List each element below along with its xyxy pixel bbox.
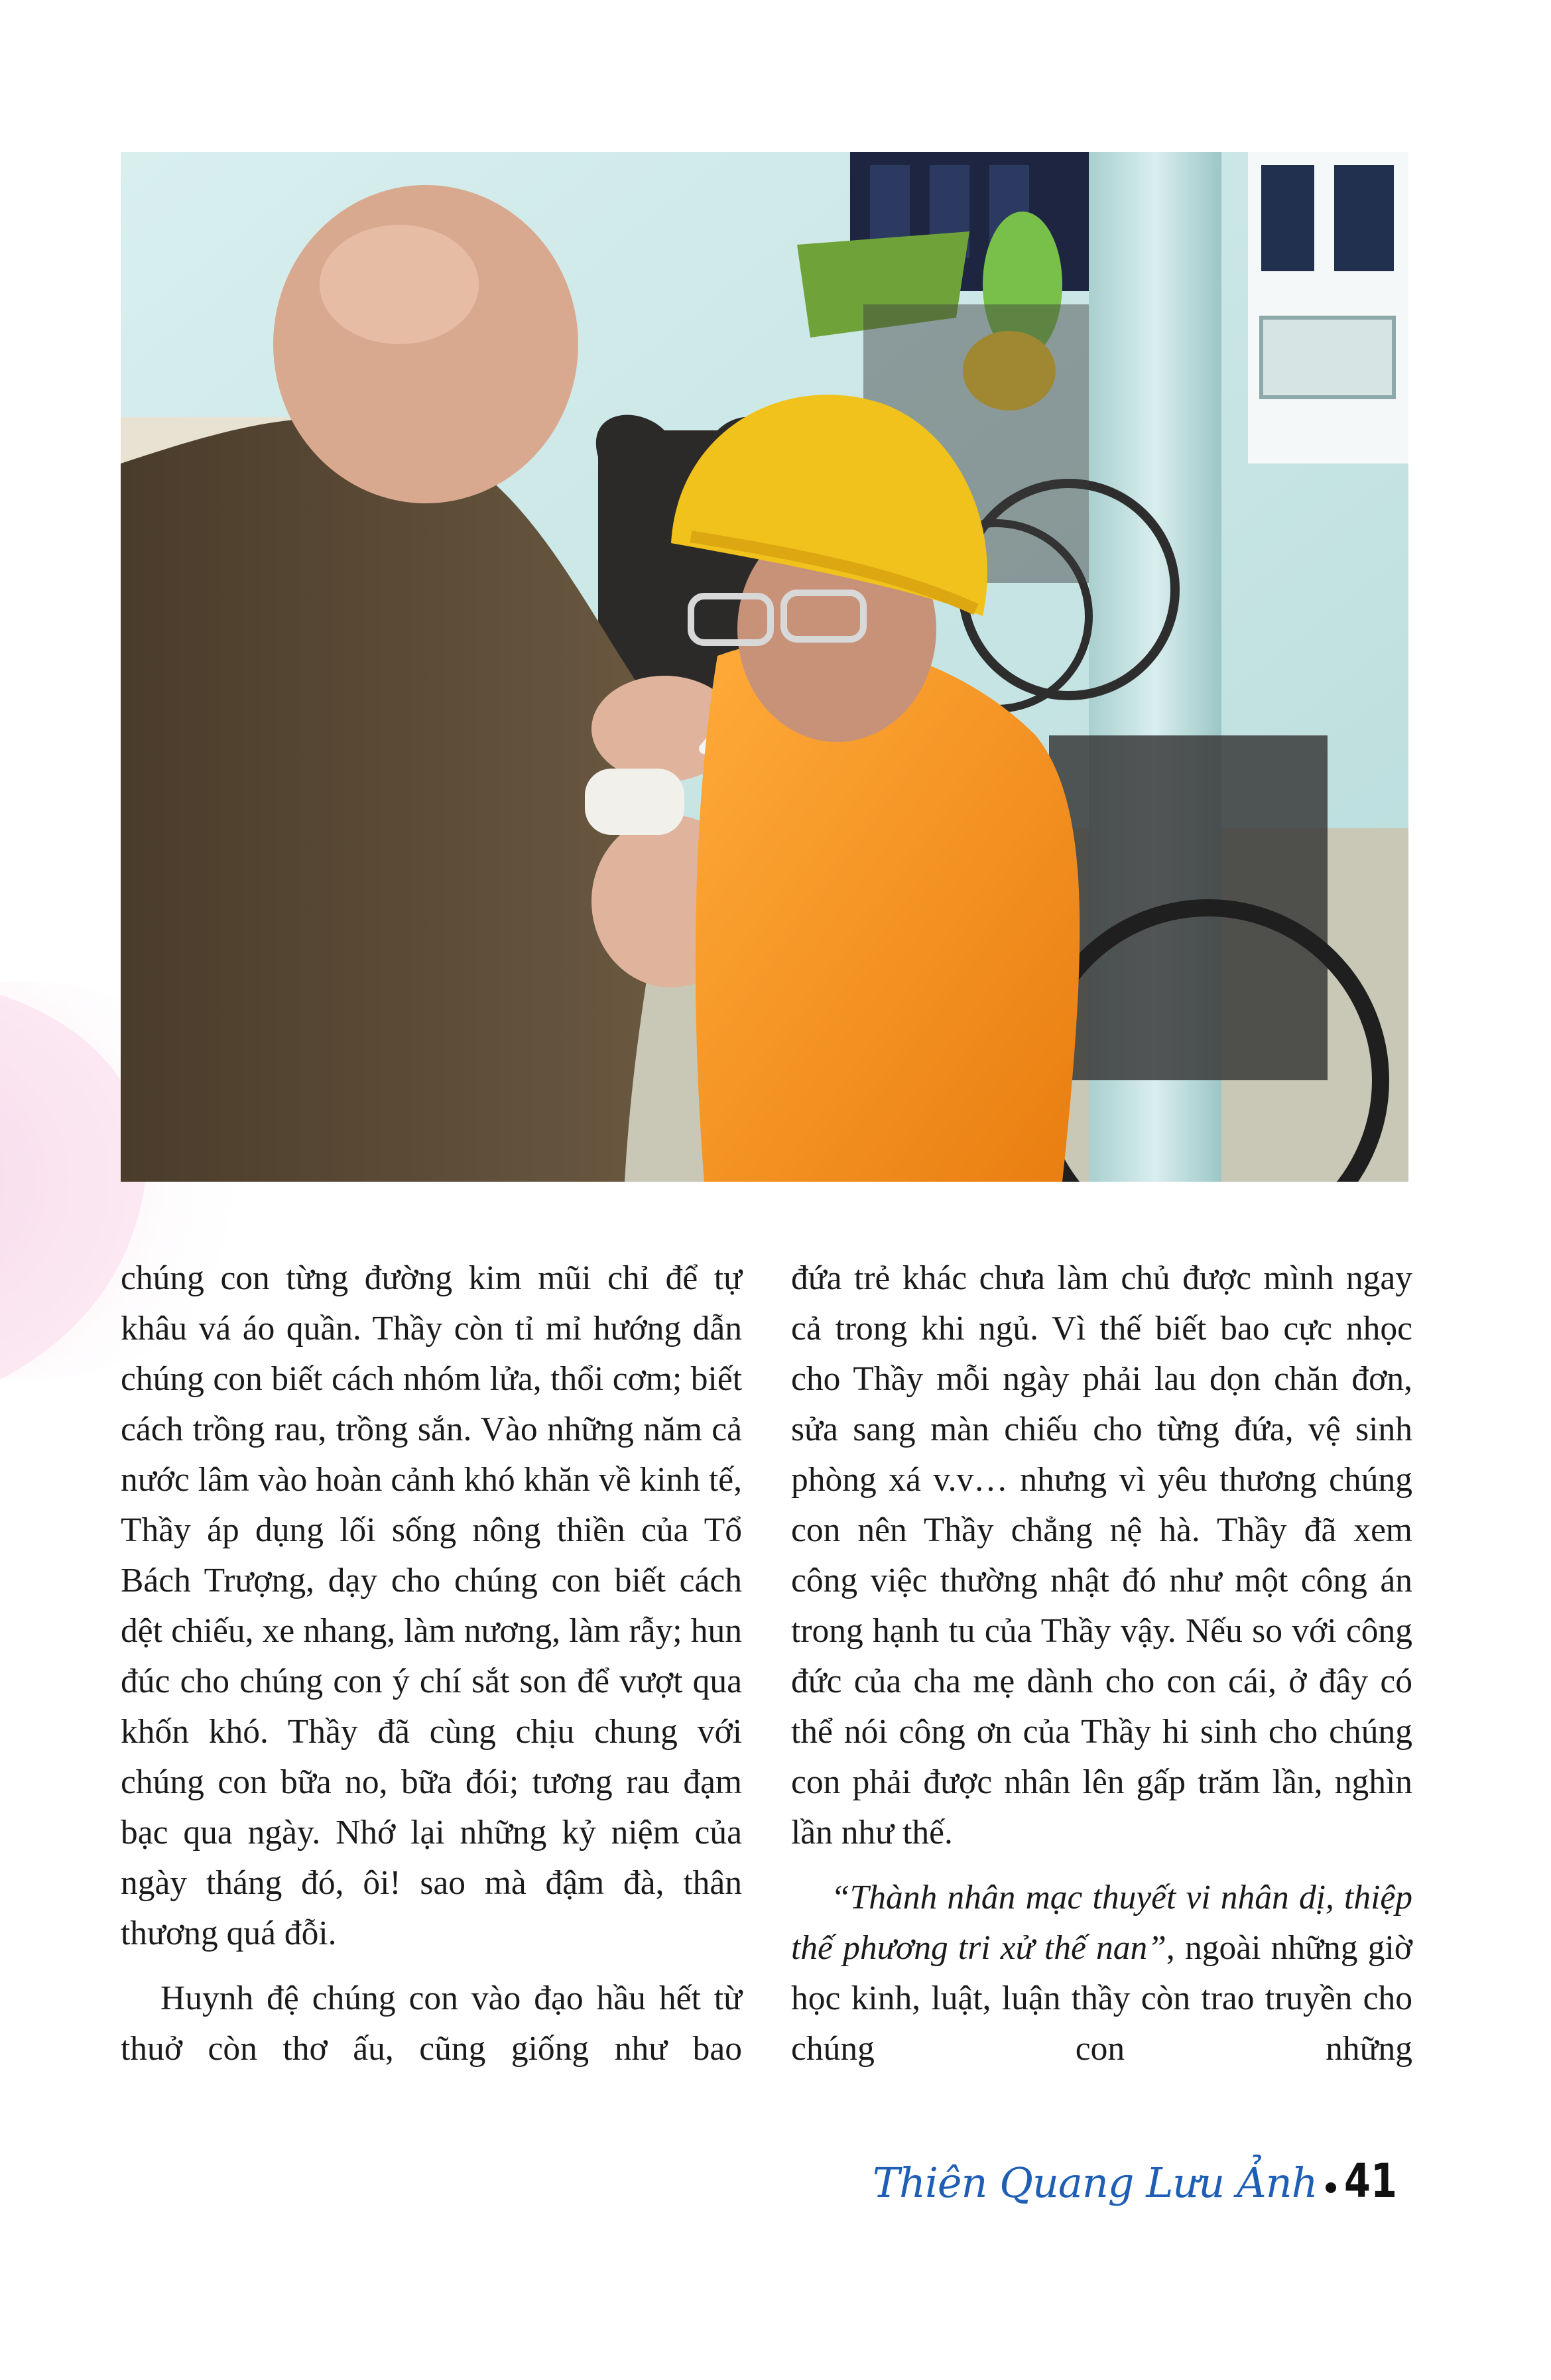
left-paragraph-1: chúng con từng đường kim mũi chỉ để tự khâu vá áo quần. Thầy còn tỉ mỉ hướng dẫn chúng con biết cách nhóm lửa, thổi cơm; biết cách trồng rau, trồng sắn. Vào những năm cả nước lâm vào hoàn cảnh khó khăn về kinh tế, Thầy áp dụng lối sống nông thiền của Tổ Bách Trượng, dạy cho chúng con biết cách dệt chiếu, xe nhang, làm nương, làm rẫy; hun đúc cho chúng con ý chí sắt son để vượt qua khốn khó. Thầy đã cùng chịu chung với chúng con bữa no, bữa đói; tương rau đạm bạc qua ngày. Nhớ lại những kỷ niệm của ngày tháng đó, ôi! sao mà đậm đà, thân thương quá đỗi. [121,1259,742,1952]
page-number: 41 [1343,2154,1397,2208]
quote-text: “Thành nhân mạc thuyết vi nhân dị, thiệp thế phương tri xử thế nan” [791,1879,1412,1967]
right-paragraph-2-rest: , ngoài những giờ học kinh, luật, luận thầy còn trao truyền cho chúng con những [791,1929,1412,2068]
left-paragraph-2: Huynh đệ chúng con vào đạo hầu hết từ thuở còn thơ ấu, cũng giống như bao [121,1979,742,2068]
separator-dot-icon [1326,2182,1336,2193]
right-paragraph-1: đứa trẻ khác chưa làm chủ được mình ngay cả trong khi ngủ. Vì thế biết bao cực nhọc cho Thầy mỗi ngày phải lau dọn chăn đơn, sửa sang màn chiếu cho từng đứa, vệ sinh phòng xá v.v… nhưng vì yêu thương chúng con nên Thầy chẳng nệ hà. Thầy đã xem công việc thường nhật đó như một công án trong hạnh tu của Thầy vậy. Nếu so với công đức của cha mẹ dành cho con cái, ở đây có thể nói công ơn của Thầy hi sinh cho chúng con phải được nhân lên gấp trăm lần, nghìn lần như thế. [791,1259,1412,1851]
publication-title: Thiên Quang Lưu Ảnh [872,2159,1318,2207]
left-column [121,1253,742,2074]
right-paragraph-2 [791,1873,1412,2074]
page-footer [873,2154,1408,2214]
right-column [791,1253,1412,2074]
photo-monks-feeding [121,152,1408,1182]
